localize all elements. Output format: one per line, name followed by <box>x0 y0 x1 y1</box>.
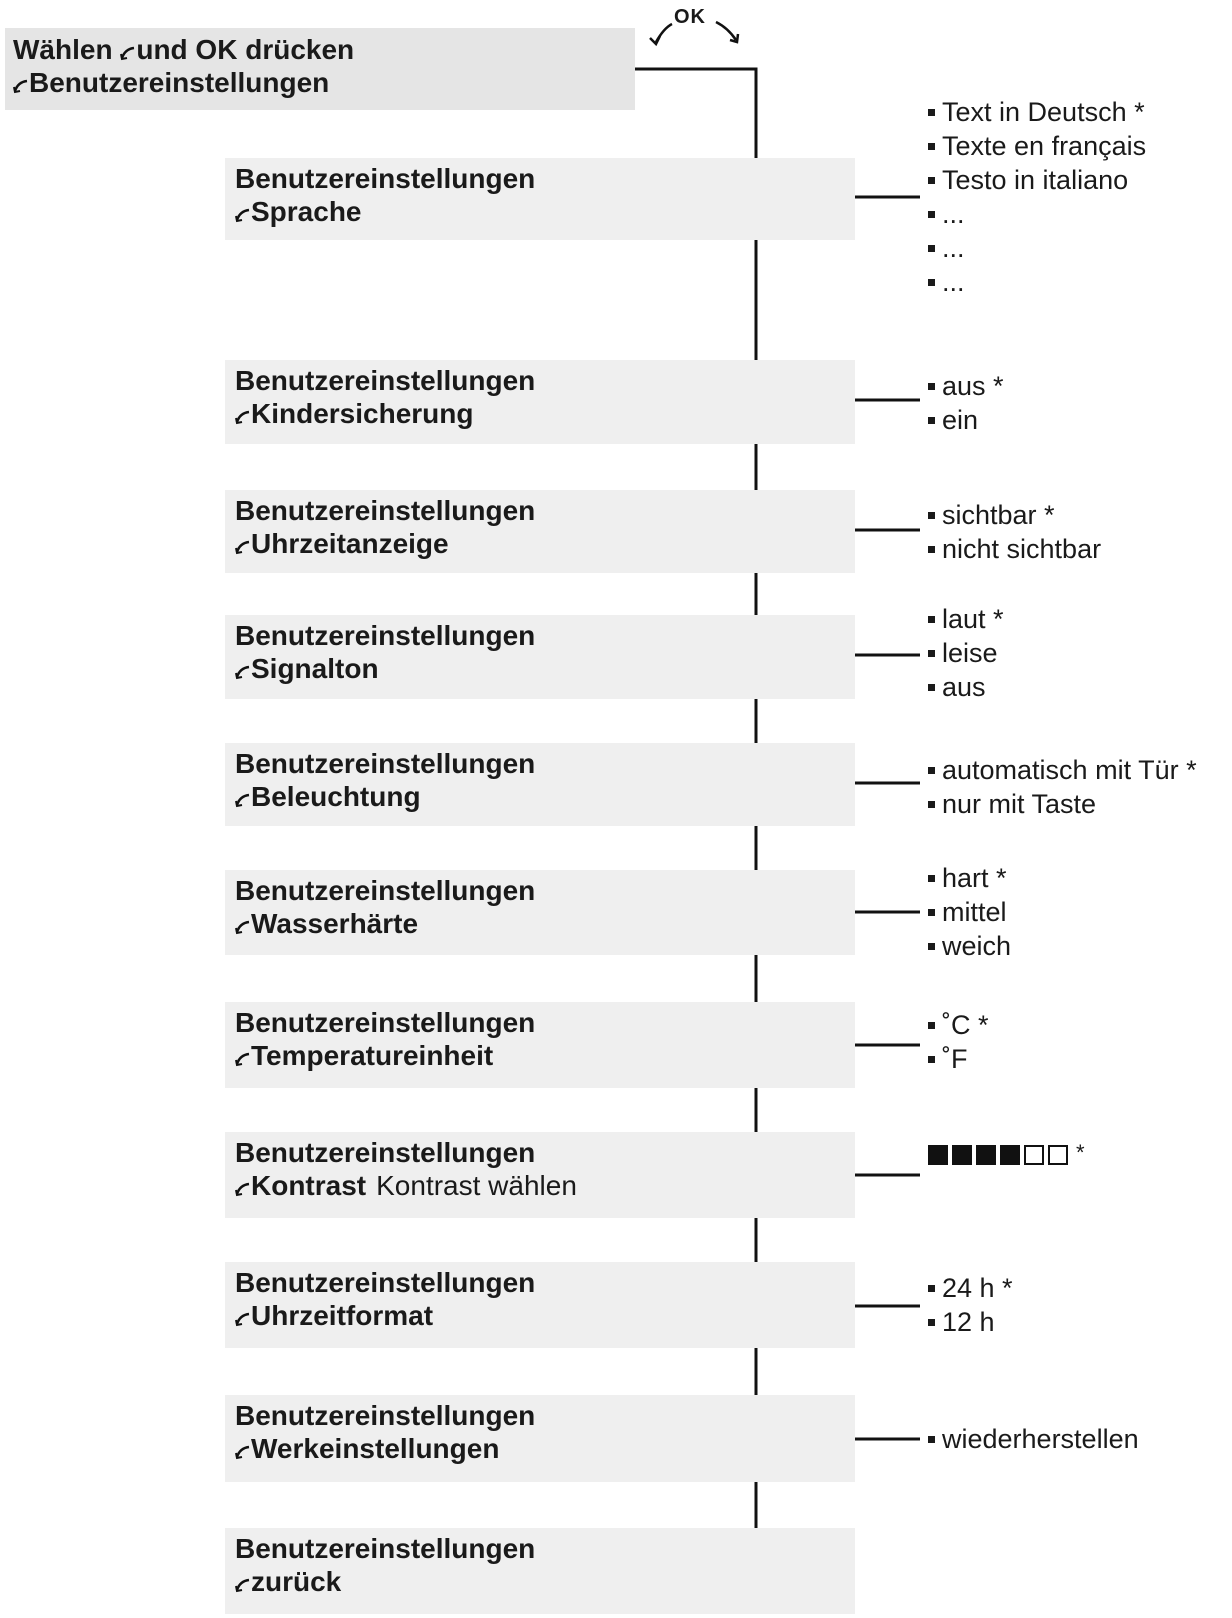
option-item: Texte en français <box>928 129 1146 163</box>
menu-item-title: Benutzereinstellungen <box>235 1533 536 1564</box>
header-box <box>5 28 635 110</box>
select-dial-icon <box>235 1577 251 1593</box>
menu-item-title: Benutzereinstellungen <box>235 365 536 396</box>
option-item: mittel <box>928 895 1011 929</box>
ok-label: OK <box>674 6 706 28</box>
contrast-box-filled <box>952 1145 972 1165</box>
menu-item-sub: Temperatureinheit <box>251 1040 494 1071</box>
option-item: sichtbar * <box>928 498 1101 532</box>
menu-item-sub: Uhrzeitformat <box>251 1300 434 1331</box>
menu-item-wasserhaerte <box>225 870 855 955</box>
options-wasserhaerte <box>928 861 1011 963</box>
option-item: nur mit Taste <box>928 787 1197 821</box>
option-item: ... <box>928 231 1146 265</box>
select-dial-icon <box>235 1181 251 1197</box>
header-line1-part2: und OK drücken <box>136 34 355 65</box>
menu-item-uhrzeitanzeige <box>225 490 855 573</box>
option-item: ... <box>928 197 1146 231</box>
menu-item-sprache <box>225 158 855 240</box>
menu-item-sub: Kindersicherung <box>251 398 474 429</box>
contrast-box-empty <box>1024 1145 1044 1165</box>
options-kindersicherung <box>928 369 1004 437</box>
options-sprache <box>928 95 1146 299</box>
menu-item-beleuchtung <box>225 743 855 826</box>
option-item: 24 h * <box>928 1271 1013 1305</box>
select-dial-icon <box>235 1311 251 1327</box>
menu-item-extra: Kontrast wählen <box>376 1170 577 1201</box>
menu-item-zurueck <box>225 1528 855 1614</box>
menu-item-title: Benutzereinstellungen <box>235 1267 536 1298</box>
menu-item-uhrzeitformat <box>225 1262 855 1348</box>
menu-item-sub: Wasserhärte <box>251 908 419 939</box>
option-item: aus * <box>928 369 1004 403</box>
menu-item-title: Benutzereinstellungen <box>235 748 536 779</box>
option-item: Testo in italiano <box>928 163 1146 197</box>
menu-item-title: Benutzereinstellungen <box>235 1400 536 1431</box>
contrast-box-filled <box>976 1145 996 1165</box>
menu-item-title: Benutzereinstellungen <box>235 620 536 651</box>
options-werkeinstellungen <box>928 1422 1139 1456</box>
menu-item-sub: Werkeinstellungen <box>251 1433 500 1464</box>
select-dial-icon <box>120 45 136 61</box>
select-dial-icon <box>13 78 29 94</box>
menu-item-sub: Signalton <box>251 653 379 684</box>
select-dial-icon <box>235 664 251 680</box>
option-item: hart * <box>928 861 1011 895</box>
menu-item-sub: Kontrast <box>251 1170 367 1201</box>
option-item: laut * <box>928 602 1004 636</box>
menu-item-signalton <box>225 615 855 699</box>
menu-item-sub: Sprache <box>251 196 362 227</box>
select-dial-icon <box>235 539 251 555</box>
menu-item-temperatureinheit <box>225 1002 855 1088</box>
option-item: ˚F <box>928 1042 989 1076</box>
select-dial-icon <box>235 919 251 935</box>
options-temperatureinheit <box>928 1008 989 1076</box>
options-signalton <box>928 602 1004 704</box>
menu-item-title: Benutzereinstellungen <box>235 1137 536 1168</box>
contrast-box-filled <box>1000 1145 1020 1165</box>
menu-item-sub: Beleuchtung <box>251 781 421 812</box>
options-uhrzeitformat <box>928 1271 1013 1339</box>
contrast-box-filled <box>928 1145 948 1165</box>
option-item: ˚C * <box>928 1008 989 1042</box>
menu-item-title: Benutzereinstellungen <box>235 495 536 526</box>
menu-item-title: Benutzereinstellungen <box>235 163 536 194</box>
menu-item-sub: Uhrzeitanzeige <box>251 528 449 559</box>
options-uhrzeitanzeige <box>928 498 1101 566</box>
option-item: leise <box>928 636 1004 670</box>
header-line1 <box>13 33 627 66</box>
select-dial-icon <box>235 1444 251 1460</box>
option-item: automatisch mit Tür * <box>928 753 1197 787</box>
contrast-level-indicator <box>928 1140 1085 1165</box>
option-item: Text in Deutsch * <box>928 95 1146 129</box>
option-item: wiederherstellen <box>928 1422 1139 1456</box>
menu-item-kontrast <box>225 1132 855 1218</box>
option-item: nicht sichtbar <box>928 532 1101 566</box>
option-item: ... <box>928 265 1146 299</box>
header-line1-part1: Wählen <box>13 34 113 65</box>
contrast-default-marker: * <box>1076 1140 1085 1165</box>
option-item: aus <box>928 670 1004 704</box>
options-beleuchtung <box>928 753 1197 821</box>
option-item: weich <box>928 929 1011 963</box>
option-item: ein <box>928 403 1004 437</box>
menu-item-title: Benutzereinstellungen <box>235 875 536 906</box>
menu-item-kindersicherung <box>225 360 855 444</box>
header-line2 <box>13 66 627 99</box>
menu-item-title: Benutzereinstellungen <box>235 1007 536 1038</box>
select-dial-icon <box>235 1051 251 1067</box>
header-submenu: Benutzereinstellungen <box>29 67 330 98</box>
menu-item-sub: zurück <box>251 1566 342 1597</box>
select-dial-icon <box>235 792 251 808</box>
option-item: 12 h <box>928 1305 1013 1339</box>
contrast-box-empty <box>1048 1145 1068 1165</box>
select-dial-icon <box>235 409 251 425</box>
menu-item-werkeinstellungen <box>225 1395 855 1482</box>
select-dial-icon <box>235 207 251 223</box>
